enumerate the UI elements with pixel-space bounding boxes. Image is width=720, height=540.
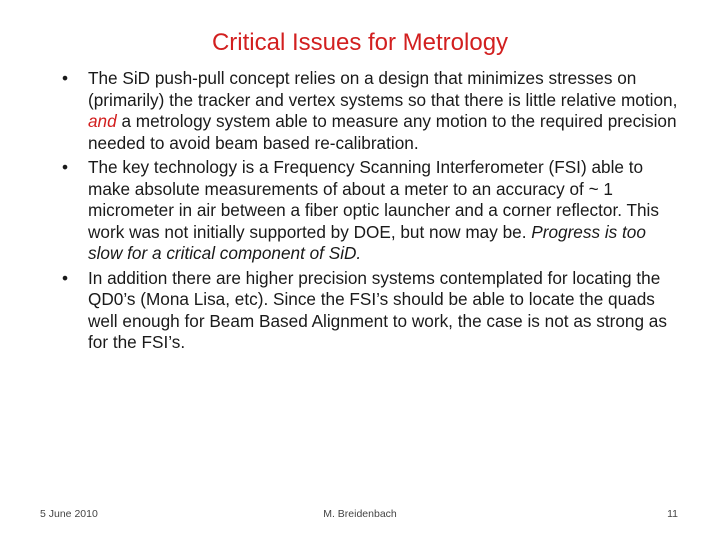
bullet-text: a metrology system able to measure any motion to the required precision needed to avoid beam based re-calibration. — [88, 111, 677, 153]
bullet-list — [58, 68, 678, 357]
bullet-icon: • — [61, 68, 69, 88]
bullet-item — [58, 268, 678, 354]
bullet-item — [58, 157, 678, 265]
bullet-icon: • — [61, 157, 69, 177]
bullet-text: In addition there are higher precision systems contemplated for locating the QD0’s (Mona Lisa, etc). Since the FSI’s should be able to locate the quads well enough for Beam Based Alignment to work, the case is not as strong as for the FSI’s. — [88, 267, 667, 352]
slide-title: Critical Issues for Metrology — [211, 29, 509, 56]
bullet-icon: • — [61, 267, 69, 288]
bullet-text: The SiD push-pull concept relies on a design that minimizes stresses on (primarily) the tracker and vertex systems so that there is little relative motion, — [88, 68, 678, 110]
page-number: 11 — [667, 508, 678, 520]
footer-author: M. Breidenbach — [323, 508, 397, 520]
emphasis-text: and — [88, 111, 117, 131]
emphasis-text: Progress is too slow for a critical component of SiD. — [88, 221, 646, 263]
footer-date: 5 June 2010 — [40, 508, 98, 520]
bullet-text: The key technology is a Frequency Scanning Interferometer (FSI) able to make absolute measurements of about a meter to an accuracy of ~ 1 micrometer in air between a fiber optic launcher and a corner reflector. This work was not initially supported by DOE, but now may be. — [88, 157, 659, 242]
bullet-item — [58, 68, 678, 154]
